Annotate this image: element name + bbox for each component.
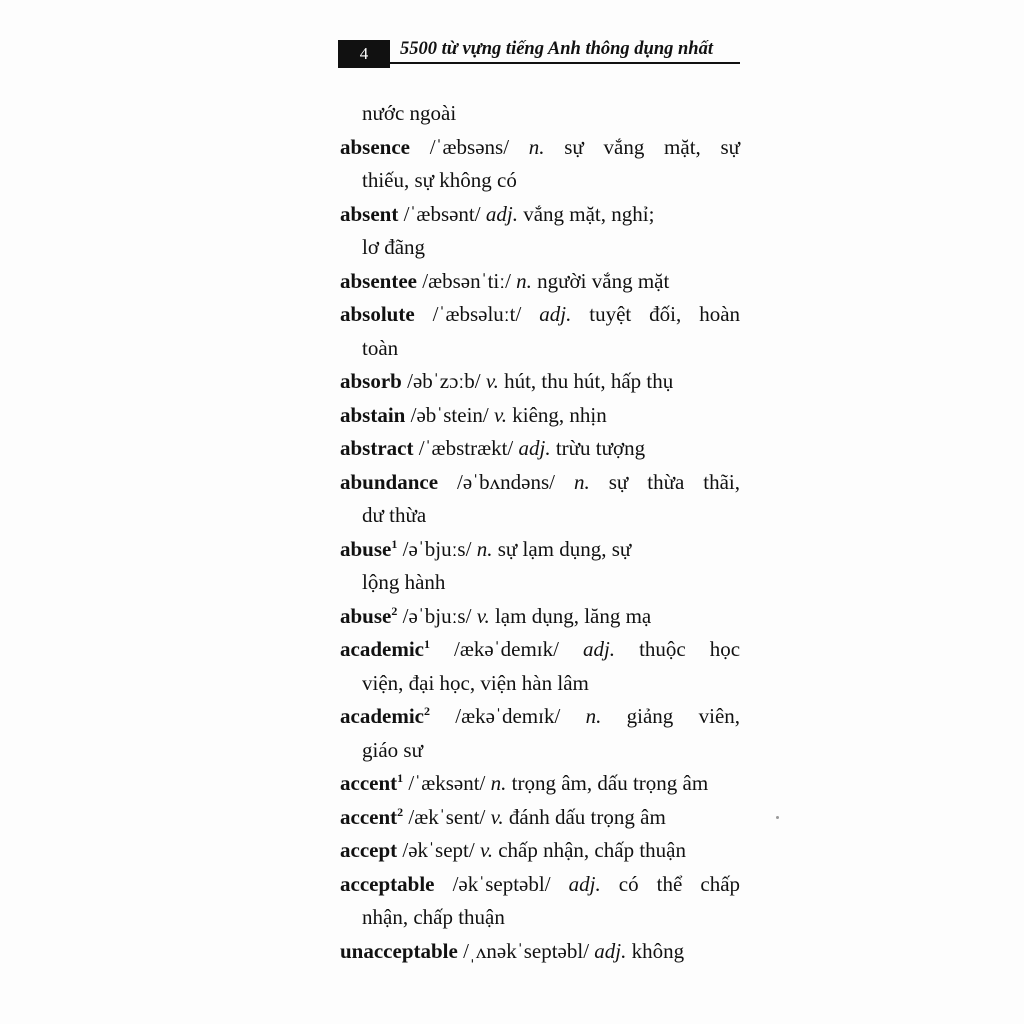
definition: trừu tượng [555,436,646,460]
part-of-speech: v. [476,603,490,628]
part-of-speech: v. [485,369,499,393]
dictionary-entry [340,432,740,466]
entry-line [340,801,740,835]
continuation-line: nước ngoài [362,101,457,125]
pronunciation: /əkˈsept/ [402,838,475,862]
entry-line [340,198,740,232]
headword: absentee [340,268,417,293]
headword: accept [340,838,398,862]
entry-line [340,633,740,667]
entry-line [340,365,740,399]
part-of-speech: n. [574,469,590,494]
pronunciation: /əkˈseptəbl/ [452,871,551,896]
definition-continuation: thiếu, sự không có [362,168,517,192]
headword: absent [340,201,399,226]
definition: tuyệt đối, hoàn [589,302,741,326]
dictionary-entries [340,97,740,968]
definition-continuation: dư thừa [362,503,427,527]
page-header [338,36,740,70]
part-of-speech: adj. [518,436,551,460]
page-speck [776,816,779,819]
homograph-number: 2 [423,704,430,718]
headword: accent [340,804,398,829]
definition: vắng mặt, nghỉ; [523,201,655,226]
definition: trọng âm, dấu trọng âm [511,771,709,795]
headword: abundance [340,469,439,494]
definition: người vắng mặt [537,268,670,293]
part-of-speech: n. [528,134,545,159]
entry-line [340,298,740,332]
headword: absorb [340,369,402,393]
dictionary-entry [340,399,740,433]
definition-continuation: giáo sư [362,737,423,762]
book-title: 5500 từ vựng tiếng Anh thông dụng nhất [400,39,713,59]
pronunciation: /ˈæksənt/ [408,771,486,795]
pronunciation: /əbˈzɔːb/ [407,369,481,393]
definition: có thể chấp [618,871,741,896]
pronunciation: /əˈbjuːs/ [402,536,472,561]
headword: absolute [340,302,415,326]
definition-continuation: viện, đại học, viện hàn lâm [362,670,589,695]
homograph-number: 1 [397,771,404,785]
definition-continuation: nhận, chấp thuận [362,905,505,929]
part-of-speech: adj. [568,871,601,896]
definition: sự lạm dụng, sự [497,536,632,561]
pronunciation: /ˈæbsəluːt/ [432,302,522,326]
pronunciation: /ˈæbstrækt/ [418,436,514,460]
homograph-number: 2 [391,603,398,618]
dictionary-entry [340,265,740,299]
definition: thuộc học [639,637,741,661]
pronunciation: /əˈbʌndəns/ [457,469,556,494]
pronunciation: /ˈæbsəns/ [429,134,510,159]
definition: sự vắng mặt, sự [564,134,741,159]
entry-line [340,265,740,299]
pronunciation: /ækəˈdemɪk/ [453,637,559,661]
dictionary-entry [340,700,740,767]
dictionary-entry [340,466,740,533]
headword: academic [340,637,424,661]
entry-line [340,131,740,165]
entry-line [340,767,740,801]
part-of-speech: v. [490,804,504,829]
pronunciation: /ækəˈdemɪk/ [455,704,561,728]
dictionary-entry [340,834,740,868]
entry-line [340,935,740,969]
part-of-speech: n. [516,268,532,293]
pronunciation: /əˈbjuːs/ [402,603,472,628]
part-of-speech: adj. [485,201,518,226]
entry-line [340,399,740,433]
definition: đánh dấu trọng âm [508,804,666,829]
part-of-speech: adj. [594,938,627,963]
part-of-speech: v. [494,402,508,427]
definition-continuation: lộng hành [362,570,446,594]
entry-line [340,533,740,567]
dictionary-entry [340,633,740,700]
definition: lạm dụng, lăng mạ [494,603,652,628]
dictionary-entry [340,365,740,399]
headword: abuse [340,603,392,628]
header-rule [390,62,740,64]
definition: giảng viên, [626,704,741,728]
headword: abuse [340,536,392,561]
headword: absence [340,134,410,159]
definition: kiêng, nhịn [512,402,607,427]
homograph-number: 1 [423,637,430,651]
dictionary-entry [340,298,740,365]
part-of-speech: n. [476,536,493,561]
dictionary-entry [340,600,740,634]
part-of-speech: n. [585,704,602,728]
definition: sự thừa thãi, [608,469,741,494]
entry-line [340,868,740,902]
dictionary-entry [340,198,740,265]
entry-line [340,432,740,466]
page-number: 4 [338,40,390,68]
entry-line [340,834,740,868]
pronunciation: /ˌʌnəkˈseptəbl/ [463,938,590,963]
part-of-speech: n. [490,771,507,795]
pronunciation: /əbˈstein/ [410,402,489,427]
dictionary-entry [340,767,740,801]
part-of-speech: adj. [582,637,616,661]
pronunciation: /ˈæbsənt/ [403,201,481,226]
dictionary-entry [340,131,740,198]
dictionary-entry [340,801,740,835]
headword: accent [340,771,398,795]
definition: không [631,938,685,963]
homograph-number: 2 [397,804,404,819]
entry-line [340,466,740,500]
part-of-speech: adj. [539,302,572,326]
headword: acceptable [340,871,435,896]
homograph-number: 1 [391,536,398,551]
definition: chấp nhận, chấp thuận [498,838,686,862]
headword: abstract [340,436,414,460]
definition-continuation: toàn [362,335,399,360]
dictionary-entry [340,533,740,600]
definition-continuation: lơ đãng [362,235,426,259]
pronunciation: /æbsənˈtiː/ [422,268,511,293]
dictionary-entry [340,868,740,935]
entry-line [340,600,740,634]
headword: abstain [340,402,406,427]
entry-line [340,700,740,734]
headword: unacceptable [340,938,458,963]
part-of-speech: v. [479,838,493,862]
definition: hút, thu hút, hấp thụ [504,369,674,393]
pronunciation: /ækˈsent/ [408,804,486,829]
dictionary-entry [340,935,740,969]
headword: academic [340,704,424,728]
